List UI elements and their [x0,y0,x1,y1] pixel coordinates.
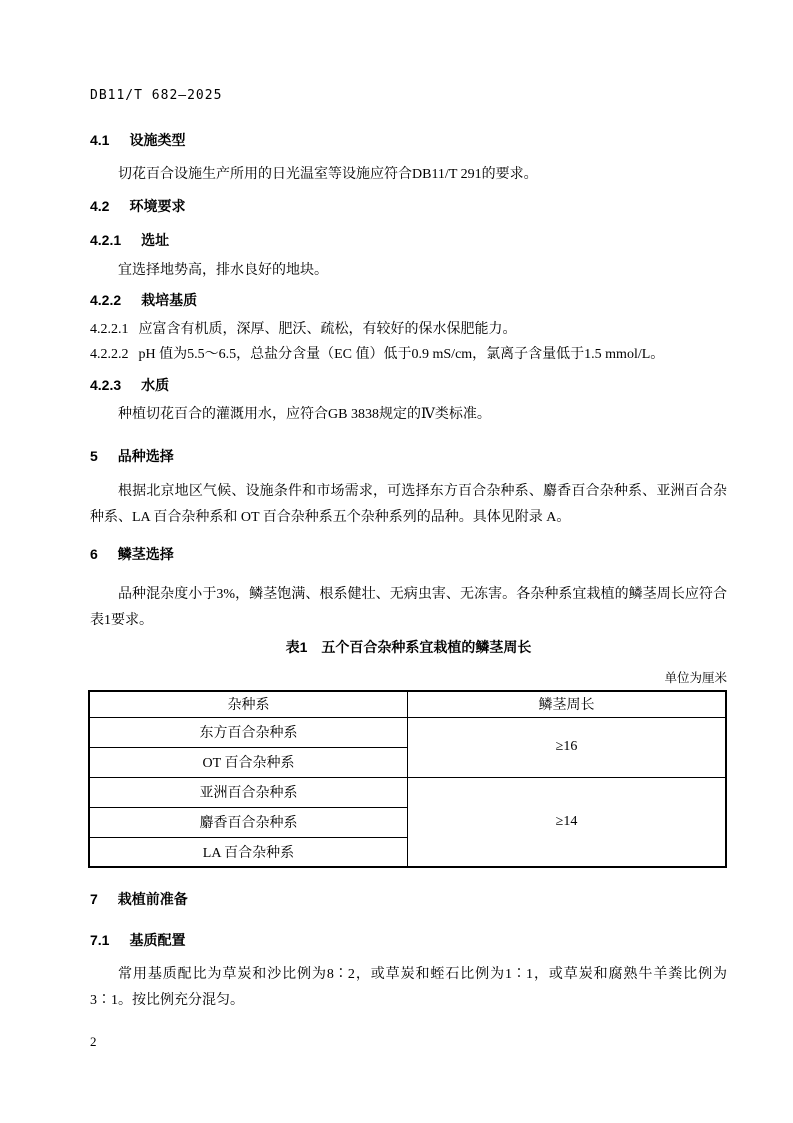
heading-number: 7 [90,891,98,907]
heading-title: 设施类型 [129,132,186,148]
table-cell-circumference: ≥14 [408,777,727,867]
heading-number: 4.2 [90,198,110,214]
table-header-cell-series: 杂种系 [89,691,408,717]
heading-4-2-3 [90,376,169,394]
clause-text: 应富含有机质，深厚、肥沃、疏松，有较好的保水保肥能力。 [138,322,517,337]
table-row [89,777,726,807]
table-cell-circumference: ≥16 [408,717,727,777]
table-cell-series: 麝香百合杂种系 [89,807,408,837]
table-row [89,717,726,747]
table-cell-series: 东方百合杂种系 [89,717,408,747]
table-header-cell-circumference: 鳞茎周长 [408,691,727,717]
paragraph-4-2-1: 宜选择地势高，排水良好的地块。 [118,263,328,278]
heading-6 [90,545,174,563]
clause-number: 4.2.2.1 [90,322,129,337]
heading-7-1 [90,931,185,949]
heading-title: 栽植前准备 [117,891,188,907]
table-cell-series: LA 百合杂种系 [89,837,408,867]
heading-4-1 [90,131,185,149]
paragraph-4-2-3: 种植切花百合的灌溉用水，应符合GB 3838规定的Ⅳ类标准。 [118,407,491,422]
table-cell-series: OT 百合杂种系 [89,747,408,777]
table-label: 表1 [285,639,308,655]
heading-number: 4.1 [90,132,110,148]
doc-number: DB11/T 682—2025 [90,88,223,103]
heading-7 [90,890,188,908]
heading-number: 4.2.3 [90,377,122,393]
unit-note: 单位为厘米 [664,671,727,685]
heading-4-2-1 [90,231,169,249]
heading-4-2 [90,197,185,215]
table-title: 五个百合杂种系宜栽植的鳞茎周长 [321,639,532,655]
table-header-row [89,691,726,717]
heading-5 [90,447,174,465]
paragraph-5: 根据北京地区气候、设施条件和市场需求，可选择东方百合杂种系、麝香百合杂种系、亚洲百合杂种系、LA 百合杂种系和 OT 百合杂种系五个杂种系列的品种。具体见附录 A。 [90,484,727,525]
heading-number: 7.1 [90,932,110,948]
table-1 [88,690,727,868]
heading-title: 鳞茎选择 [117,546,174,562]
heading-number: 6 [90,546,98,562]
clause-text: pH 值为5.5～6.5，总盐分含量（EC 值）低于0.9 mS/cm，氯离子含量低于1.5 mmol/L。 [138,347,665,362]
heading-title: 品种选择 [117,448,174,464]
heading-title: 环境要求 [129,198,186,214]
page-number: 2 [90,1034,97,1049]
clause-4-2-2-2 [90,342,727,368]
heading-title: 水质 [141,377,170,393]
heading-number: 4.2.2 [90,292,122,308]
heading-title: 栽培基质 [141,292,198,308]
heading-number: 5 [90,448,98,464]
clause-4-2-2-1 [90,317,727,343]
heading-title: 选址 [141,232,170,248]
heading-4-2-2 [90,291,197,309]
paragraph-4-1: 切花百合设施生产所用的日光温室等设施应符合DB11/T 291的要求。 [118,167,538,182]
paragraph-6: 品种混杂度小于3%，鳞茎饱满、根系健壮、无病虫害、无冻害。各杂种系宜栽植的鳞茎周长应符合表1要求。 [90,587,727,628]
paragraph-7-1: 常用基质配比为草炭和沙比例为8∶2，或草炭和蛭石比例为1∶1，或草炭和腐熟牛羊粪比例为3∶1。按比例充分混匀。 [90,967,727,1008]
table-caption [90,637,727,657]
heading-number: 4.2.1 [90,232,122,248]
heading-title: 基质配置 [129,932,186,948]
table-cell-series: 亚洲百合杂种系 [89,777,408,807]
clause-number: 4.2.2.2 [90,347,129,362]
